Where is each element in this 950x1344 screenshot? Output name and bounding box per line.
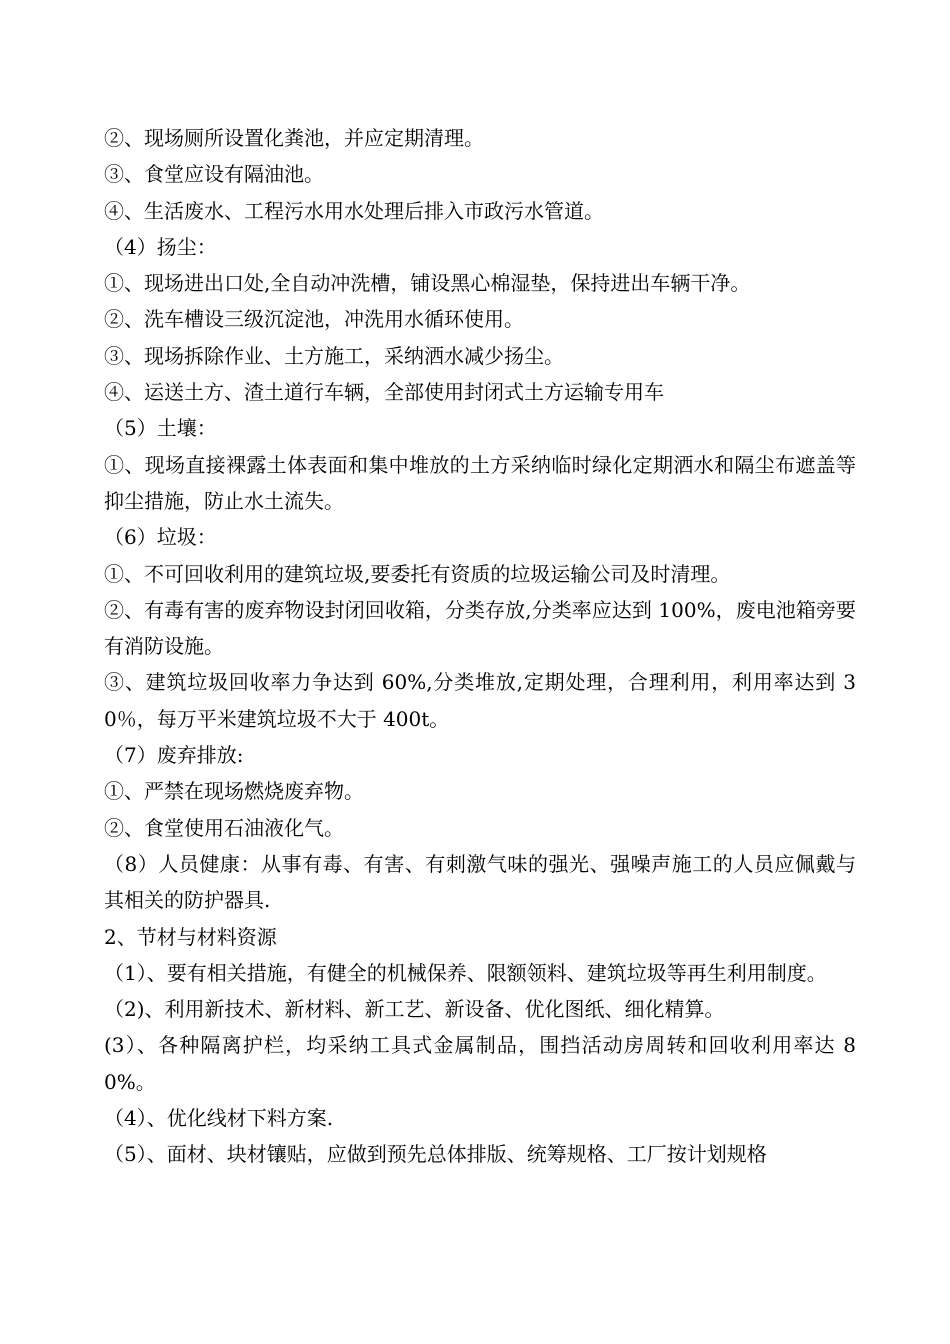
paragraph: ②、有毒有害的废弃物设封闭回收箱，分类存放,分类率应达到 100%，废电池箱旁要有消防设施。 — [104, 597, 856, 659]
paragraph: ②、食堂使用石油液化气。 — [104, 815, 344, 840]
paragraph: ②、现场厕所设置化粪池，并应定期清理。 — [104, 126, 484, 150]
paragraph: ③、食堂应设有隔油池。 — [104, 162, 324, 187]
paragraph: ②、洗车槽设三级沉淀池，冲洗用水循环使用。 — [104, 307, 524, 332]
section-heading: （4）扬尘： — [104, 234, 217, 259]
paragraph: ①、现场进出口处,全自动冲洗槽，铺设黑心棉湿垫，保持进出车辆干净。 — [104, 271, 751, 296]
paragraph: （2)、利用新技术、新材料、新工艺、新设备、优化图纸、细化精算。 — [104, 997, 725, 1022]
paragraph: （5）、面材、块材镶贴，应做到预先总体排版、统筹规格、工厂按计划规格 — [104, 1142, 767, 1167]
paragraph: ④、生活废水、工程污水用水处理后排入市政污水管道。 — [104, 198, 604, 223]
paragraph: （8）人员健康：从事有毒、有害、有刺激气味的强光、强噪声施工的人员应佩戴与其相关的防护器具. — [104, 851, 856, 913]
section-heading: （5）土壤： — [104, 416, 217, 441]
document-body — [104, 120, 856, 1173]
paragraph: (3）、各种隔离护栏，均采纳工具式金属制品，围挡活动房周转和回收利用率达 80%。 — [104, 1033, 856, 1094]
paragraph: （1）、要有相关措施，有健全的机械保养、限额领料、建筑垃圾等再生利用制度。 — [104, 960, 827, 985]
paragraph: ①、不可回收利用的建筑垃圾,要委托有资质的垃圾运输公司及时清理。 — [104, 561, 731, 586]
paragraph: （4）、优化线材下料方案. — [104, 1106, 334, 1131]
paragraph: ①、严禁在现场燃烧废弃物。 — [104, 779, 364, 804]
paragraph: ③、建筑垃圾回收率力争达到 60%,分类堆放,定期处理，合理利用，利用率达到 30％，每万平米建筑垃圾不大于 400t。 — [104, 670, 856, 731]
paragraph: ③、现场拆除作业、土方施工，采纳洒水减少扬尘。 — [104, 343, 564, 368]
paragraph: ④、运送土方、渣土道行车辆，全部使用封闭式土方运输专用车 — [104, 380, 664, 405]
section-heading: 2、节材与材料资源 — [104, 924, 277, 949]
paragraph: ①、现场直接裸露土体表面和集中堆放的土方采纳临时绿化定期洒水和隔尘布遮盖等抑尘措施，防止水土流失。 — [104, 452, 856, 513]
section-heading: （7）废弃排放: — [104, 743, 244, 768]
section-heading: （6）垃圾： — [104, 525, 217, 550]
